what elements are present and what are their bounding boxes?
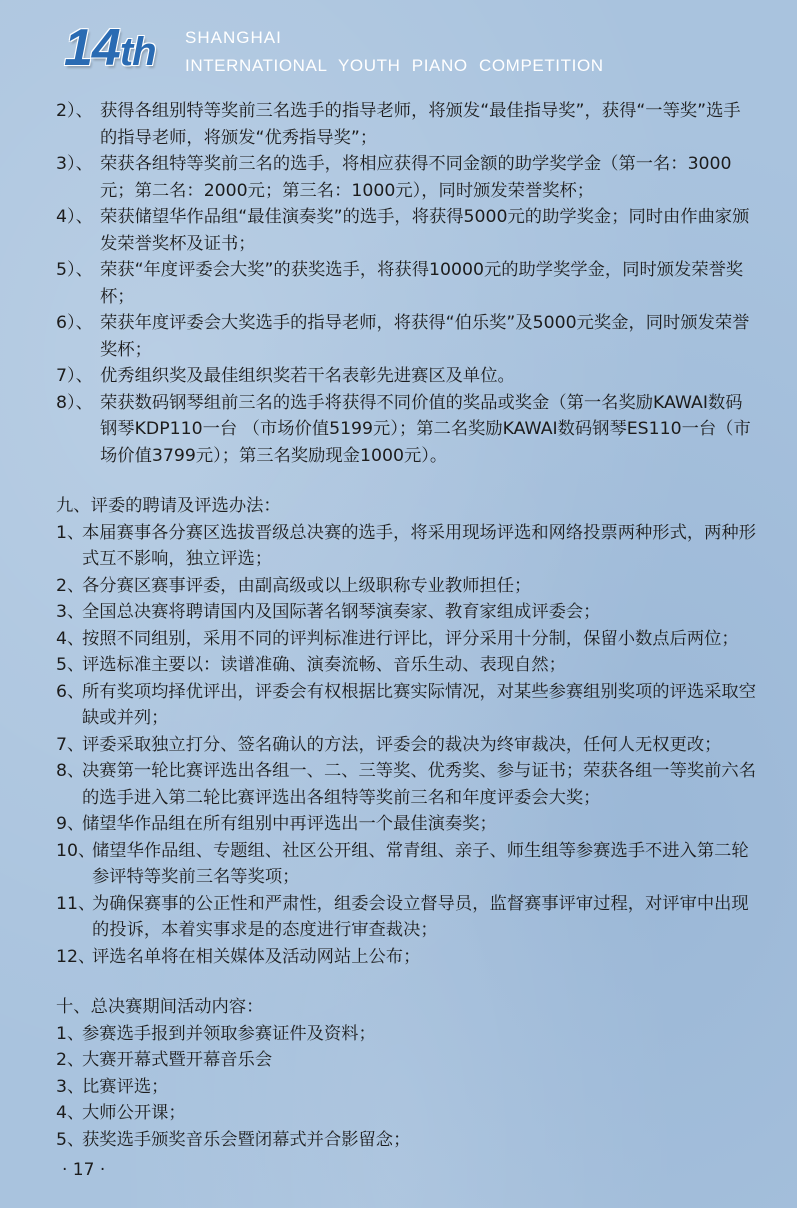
- award-item: [56, 204, 756, 257]
- item-number: 4、: [56, 628, 85, 649]
- item-number: 2）、: [56, 101, 93, 121]
- section-gap: [56, 469, 756, 493]
- item-number: 4、: [56, 1103, 85, 1123]
- item-number: 4）、: [56, 207, 93, 227]
- list-item: [56, 1100, 756, 1127]
- list-item: [56, 811, 756, 838]
- item-number: 5、: [56, 1129, 85, 1150]
- item-number: 2、: [56, 575, 85, 596]
- item-text: 评选标准主要以：读谱准确、演奏流畅、音乐生动、表现自然；: [82, 655, 566, 675]
- item-text: 按照不同组别，采用不同的评判标准进行评比，评分采用十分制，保留小数点后两位；: [82, 628, 739, 649]
- item-text: 荣获“年度评委会大奖”的获奖选手，将获得10000元的助学奖学金，同时颁发荣誉奖杯；: [100, 260, 744, 307]
- item-number: 6、: [56, 681, 85, 702]
- item-text: 荣获各组特等奖前三名的选手，将相应获得不同金额的助学奖学金（第一名：3000元；第二名：2000元；第三名：1000元），同时颁发荣誉奖杯；: [100, 154, 732, 201]
- item-number: 7、: [56, 734, 85, 755]
- award-item: [56, 363, 756, 390]
- list-item: [56, 1127, 756, 1154]
- award-item: [56, 310, 756, 363]
- item-text: 全国总决赛将聘请国内及国际著名钢琴演奏家、教育家组成评委会；: [82, 602, 601, 622]
- item-number: 1、: [56, 1023, 85, 1044]
- header-competition-name: INTERNATIONAL YOUTH PIANO COMPETITION: [185, 56, 604, 75]
- judges-section: [56, 493, 756, 970]
- item-text: 各分赛区赛事评委，由副高级或以上级职称专业教师担任；: [82, 575, 532, 596]
- document-body: [56, 98, 756, 1153]
- item-text: 储望华作品组在所有组别中再评选出一个最佳演奏奖；: [82, 814, 497, 834]
- item-number: 5）、: [56, 260, 93, 280]
- section-gap: [56, 970, 756, 994]
- edition-logo: [64, 20, 156, 80]
- list-item: [56, 599, 756, 626]
- activities-section: [56, 994, 756, 1153]
- item-text: 荣获数码钢琴组前三名的选手将获得不同价值的奖品或奖金（第一名奖励KAWAI数码钢琴KDP110一台 （市场价值5199元）；第二名奖励KAWAI数码钢琴ES110一台（市场价值3799元）；第三名奖励现金1000元）。: [100, 392, 751, 466]
- item-text: 比赛评选；: [82, 1076, 169, 1097]
- awards-list: [56, 98, 756, 469]
- header-city: SHANGHAI: [185, 28, 282, 47]
- item-text: 荣获年度评委会大奖选手的指导老师，将获得“伯乐奖”及5000元奖金，同时颁发荣誉奖杯；: [100, 313, 750, 360]
- item-number: 3、: [56, 1076, 85, 1097]
- award-item: [56, 390, 756, 470]
- section-heading: 九、评委的聘请及评选办法：: [56, 496, 281, 516]
- list-item: [56, 732, 756, 759]
- item-text: 储望华作品组、专题组、社区公开组、常青组、亲子、师生组等参赛选手不进入第二轮参评特等奖前三名等奖项；: [92, 840, 749, 887]
- list-item: [56, 838, 756, 891]
- list-item: [56, 891, 756, 944]
- list-item: [56, 573, 756, 600]
- list-item: [56, 758, 756, 811]
- list-item: [56, 520, 756, 573]
- award-item: [56, 151, 756, 204]
- competition-header: [0, 0, 797, 80]
- section-heading: 十、总决赛期间活动内容：: [56, 997, 264, 1017]
- item-number: 5、: [56, 655, 85, 675]
- list-item: [56, 652, 756, 679]
- item-number: 10、: [56, 840, 96, 861]
- list-item: [56, 626, 756, 653]
- item-number: 3）、: [56, 154, 93, 174]
- list-item: [56, 1047, 756, 1074]
- item-text: 大师公开课；: [82, 1103, 186, 1123]
- list-item: [56, 1021, 756, 1048]
- item-text: 决赛第一轮比赛评选出各组一、二、三等奖、优秀奖、参与证书；荣获各组一等奖前六名的选手进入第二轮比赛评选出各组特等奖前三名和年度评委会大奖；: [82, 761, 756, 808]
- item-text: 优秀组织奖及最佳组织奖若干名表彰先进赛区及单位。: [100, 366, 515, 386]
- item-number: 2、: [56, 1050, 85, 1070]
- item-text: 评委采取独立打分、签名确认的方法，评委会的裁决为终审裁决，任何人无权更改；: [82, 734, 722, 755]
- item-text: 获得各组别特等奖前三名选手的指导老师，将颁发“最佳指导奖”，获得“一等奖”选手的指导老师，将颁发“优秀指导奖”；: [100, 101, 741, 148]
- edition-number: 14: [64, 19, 120, 77]
- item-text: 获奖选手颁奖音乐会暨闭幕式并合影留念；: [82, 1129, 411, 1150]
- list-item: [56, 944, 756, 971]
- item-text: 荣获储望华作品组“最佳演奏奖”的选手，将获得5000元的助学奖金；同时由作曲家颁发荣誉奖杯及证书；: [100, 207, 750, 254]
- list-item: [56, 1074, 756, 1101]
- award-item: [56, 98, 756, 151]
- page-number: · 17 ·: [62, 1160, 106, 1180]
- list-item: [56, 679, 756, 732]
- item-number: 6）、: [56, 313, 93, 333]
- item-text: 为确保赛事的公正性和严肃性，组委会设立督导员，监督赛事评审过程，对评审中出现的投诉，本着实事求是的态度进行审查裁决；: [92, 893, 749, 940]
- item-text: 本届赛事各分赛区选拔晋级总决赛的选手，将采用现场评选和网络投票两种形式，两种形式互不影响，独立评选；: [82, 522, 756, 569]
- item-number: 8、: [56, 761, 85, 781]
- item-number: 11、: [56, 893, 96, 914]
- item-text: 所有奖项均择优评出，评委会有权根据比赛实际情况，对某些参赛组别奖项的评选采取空缺或并列；: [82, 681, 756, 728]
- item-number: 3、: [56, 602, 85, 622]
- item-number: 1、: [56, 522, 85, 543]
- item-number: 8）、: [56, 392, 93, 413]
- item-number: 7）、: [56, 366, 93, 386]
- item-text: 大赛开幕式暨开幕音乐会: [82, 1050, 273, 1070]
- item-number: 12、: [56, 946, 96, 967]
- edition-suffix: th: [119, 30, 156, 74]
- award-item: [56, 257, 756, 310]
- item-number: 9、: [56, 814, 85, 834]
- item-text: 参赛选手报到并领取参赛证件及资料；: [82, 1023, 376, 1044]
- item-text: 评选名单将在相关媒体及活动网站上公布；: [92, 946, 421, 967]
